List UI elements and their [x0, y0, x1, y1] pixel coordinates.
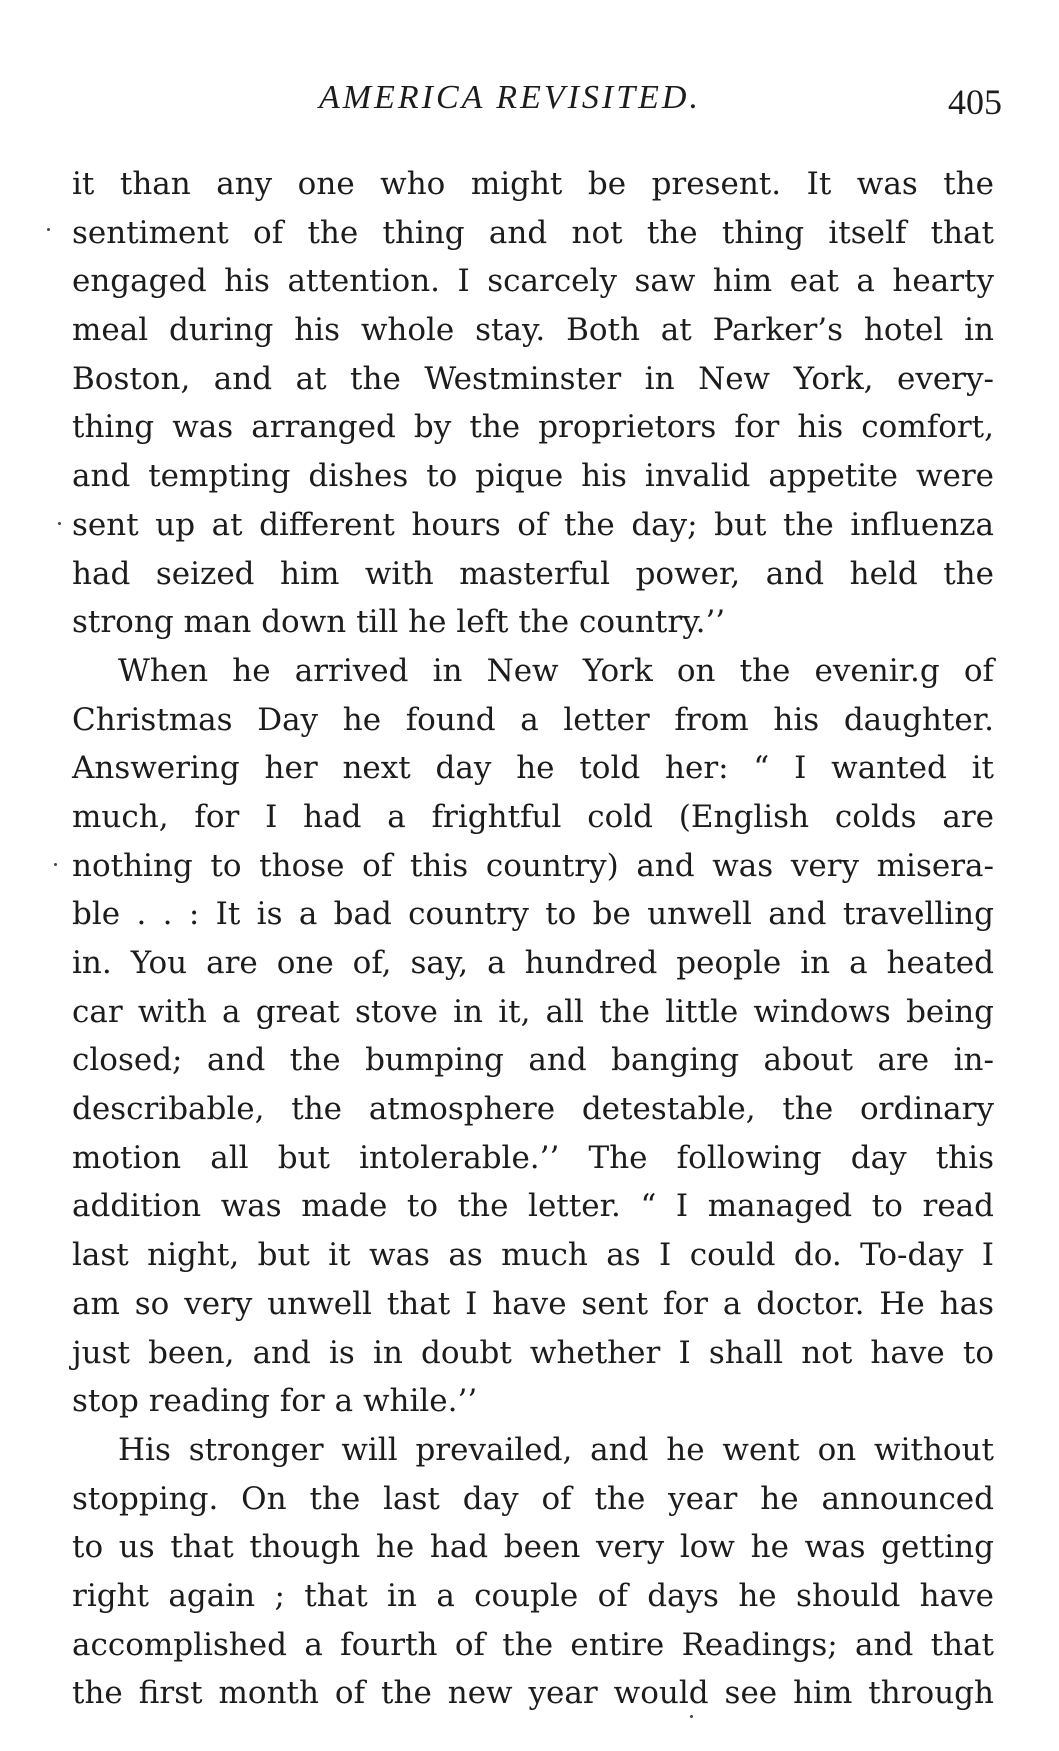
text-line: sentiment of the thing and not the thing itself that	[72, 214, 994, 251]
text-line: motion all but intolerable.’’ The following day this	[72, 1139, 994, 1176]
text-line: much, for I had a frightful cold (English colds are	[72, 798, 994, 835]
text-line: addition was made to the letter. “ I managed to read	[72, 1188, 994, 1225]
text-line: and tempting dishes to pique his invalid appetite were	[72, 458, 994, 495]
text-line: car with a great stove in it, all the little windows being	[72, 993, 994, 1030]
text-line: had seized him with masterful power, and held the	[72, 555, 994, 592]
text-line: thing was arranged by the proprietors for his comfort,	[72, 409, 994, 446]
text-line: accomplished a fourth of the entire Readings; and that	[72, 1626, 994, 1663]
text-line: to us that though he had been very low he was getting	[72, 1529, 994, 1566]
text-line: sent up at different hours of the day; but the influenza	[72, 506, 994, 543]
running-head	[0, 78, 1059, 128]
print-speck	[690, 1715, 693, 1718]
text-line: last night, but it was as much as I could do. To-day I	[72, 1237, 994, 1274]
text-line: right again ; that in a couple of days he should have	[72, 1577, 994, 1614]
running-title: AMERICA REVISITED.	[319, 79, 701, 116]
text-line: When he arrived in New York on the evenir.g of	[118, 652, 994, 689]
text-line: stop reading for a while.’’	[72, 1383, 478, 1420]
print-speck	[58, 522, 61, 525]
text-line: stopping. On the last day of the year he announced	[72, 1480, 994, 1517]
text-line: it than any one who might be present. It was the	[72, 166, 994, 202]
text-line: am so very unwell that I have sent for a doctor. He has	[72, 1285, 994, 1322]
text-line: closed; and the bumping and banging about are in-	[72, 1042, 994, 1079]
print-speck	[47, 228, 50, 231]
text-line: engaged his attention. I scarcely saw him eat a hearty	[72, 263, 994, 300]
body-text	[72, 160, 994, 1718]
text-line: Boston, and at the Westminster in New York, every-	[72, 360, 994, 397]
text-line: His stronger will prevailed, and he went on without	[118, 1431, 994, 1468]
print-speck	[54, 863, 57, 866]
text-line: ble . . : It is a bad country to be unwell and travelling	[72, 896, 994, 933]
text-line: the first month of the new year would see him through	[72, 1675, 994, 1712]
text-line: in. You are one of, say, a hundred people in a heated	[72, 945, 994, 981]
text-line: Answering her next day he told her: “ I wanted it	[72, 750, 994, 787]
text-line: just been, and is in doubt whether I shall not have to	[72, 1334, 994, 1371]
text-line: strong man down till he left the country.’’	[72, 604, 726, 641]
text-line: Christmas Day he found a letter from his daughter.	[72, 701, 994, 738]
text-line: describable, the atmosphere detestable, the ordinary	[72, 1091, 994, 1128]
text-line: nothing to those of this country) and was very misera-	[72, 847, 994, 884]
page-number: 405	[948, 82, 1002, 122]
text-line: meal during his whole stay. Both at Parker’s hotel in	[72, 312, 994, 349]
